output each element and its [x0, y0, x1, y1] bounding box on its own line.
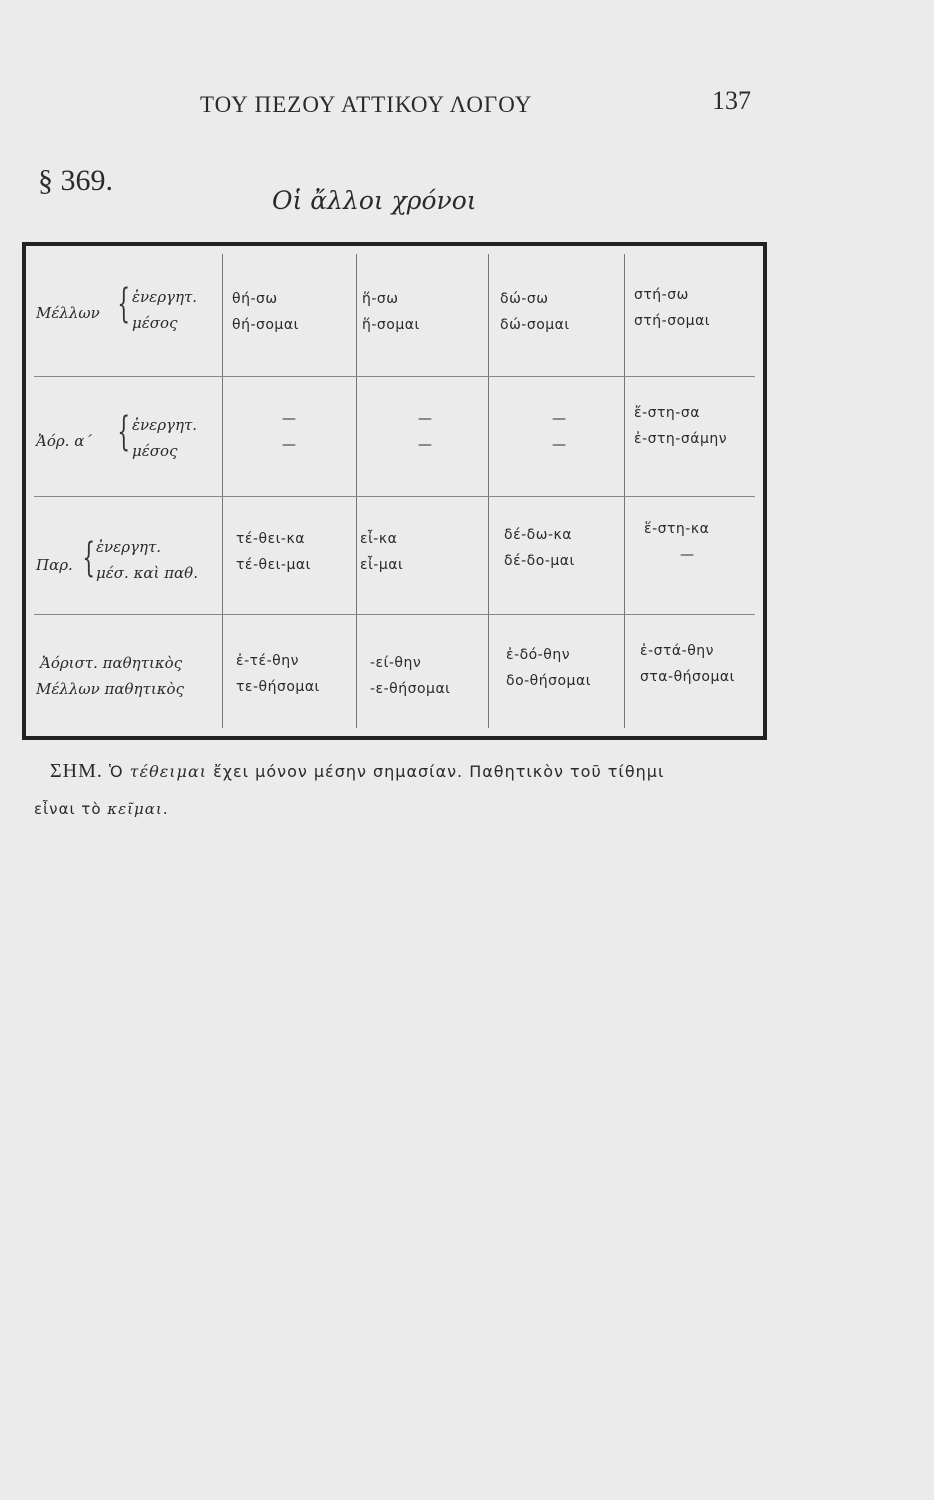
row-divider — [34, 614, 755, 615]
column-divider — [488, 254, 489, 728]
row-label-passive: Ἀόριστ. παθητικὸς Μέλλων παθητικὸς — [36, 654, 184, 698]
column-divider — [624, 254, 625, 728]
brace: { — [117, 409, 131, 455]
table-cell: ἥ-σω ἥ-σομαι — [362, 291, 420, 333]
row-label-perfect: Παρ. — [36, 556, 73, 574]
brace: { — [82, 535, 96, 581]
row-divider — [34, 496, 755, 497]
table-cell: θή-σω θή-σομαι — [232, 291, 299, 333]
table-cell: -εί-θην -ε-θήσομαι — [370, 655, 451, 697]
row-divider — [34, 376, 755, 377]
voice-label: ἐνεργητ. μέσ. καὶ παθ. — [96, 538, 198, 582]
table-cell: — — — [552, 411, 567, 453]
section-number: § 369. — [38, 164, 113, 197]
table-cell: ἕ-στη-κα — — [644, 521, 710, 563]
table-caption: Οἱ ἄλλοι χρόνοι — [272, 186, 477, 215]
column-divider — [222, 254, 223, 728]
table-cell: ἐ-τέ-θην τε-θήσομαι — [236, 653, 320, 695]
row-label-aorist-a: Ἀόρ. α΄ — [36, 432, 92, 450]
voice-label: ἐνεργητ. μέσος — [132, 288, 198, 332]
table-cell: στή-σω στή-σομαι — [634, 287, 711, 329]
voice-label: ἐνεργητ. μέσος — [132, 416, 198, 460]
column-divider — [356, 254, 357, 728]
table-cell: ἐ-δό-θην δο-θήσομαι — [506, 647, 591, 689]
conjugation-table — [22, 242, 767, 740]
note-label: ΣΗΜ. — [50, 760, 103, 782]
table-cell: ἐ-στά-θην στα-θήσομαι — [640, 643, 735, 685]
table-cell: — — — [282, 411, 297, 453]
brace: { — [117, 281, 131, 327]
table-cell: εἶ-κα εἶ-μαι — [360, 531, 404, 573]
row-label-future: Μέλλων — [36, 304, 100, 322]
footnote: ΣΗΜ. Ὁ τέθειμαι ἔχει μόνον μέσην σημασίαν. Παθητικὸν τοῦ τίθημι — [50, 760, 665, 782]
table-cell: τέ-θει-κα τέ-θει-μαι — [236, 531, 311, 573]
table-cell: ἔ-στη-σα ἐ-στη-σάμην — [634, 405, 728, 447]
table-cell: — — — [418, 411, 433, 453]
running-title: ΤΟΥ ΠΕΖΟΥ ΑΤΤΙΚΟΥ ΛΟΓΟΥ — [200, 92, 533, 117]
page-number: 137 — [712, 86, 751, 115]
table-cell: δώ-σω δώ-σομαι — [500, 291, 570, 333]
footnote-continued: εἶναι τὸ κεῖμαι. — [34, 800, 169, 818]
table-cell: δέ-δω-κα δέ-δο-μαι — [504, 527, 575, 569]
